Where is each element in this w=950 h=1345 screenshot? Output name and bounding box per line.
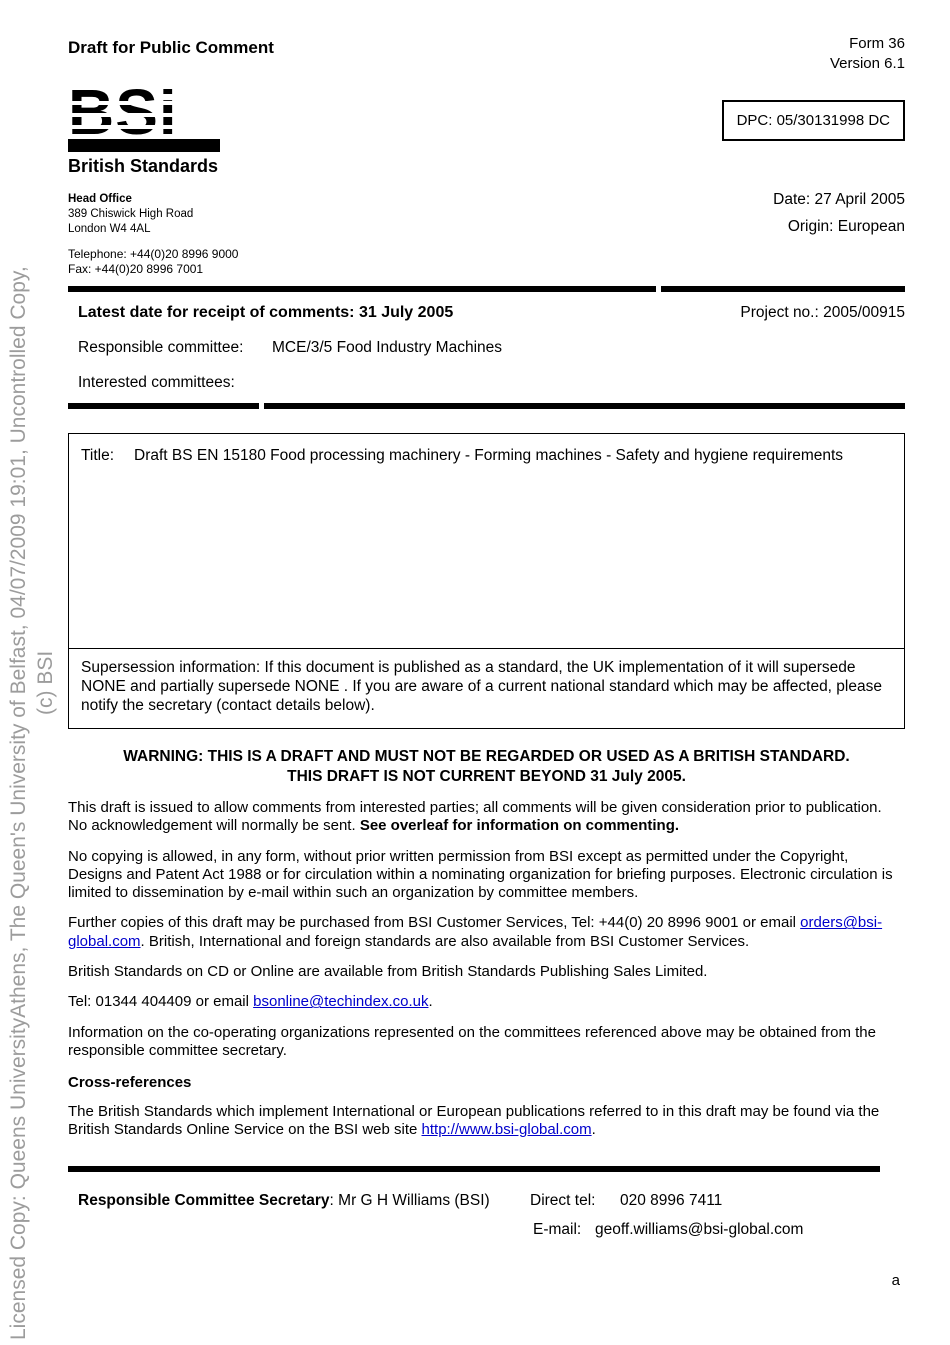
- page-title: Draft for Public Comment: [68, 38, 274, 57]
- paragraph-tel: [68, 993, 905, 1011]
- form-number: Form 36: [849, 35, 905, 52]
- paragraph-cross-references-text: The British Standards which implement International or European publications referred to in this draft may be found via the British Standards Online Service on the BSI web site: [68, 1103, 880, 1139]
- head-office-address1: 389 Chiswick High Road: [68, 207, 194, 220]
- orders-email-link[interactable]: orders@bsi-global.com: [68, 914, 883, 950]
- cross-references-heading: Cross-references: [68, 1074, 192, 1092]
- divider-rule: [68, 403, 905, 409]
- paragraph-purchase-text-after: . British, International and foreign standards are also available from BSI Customer Services.: [140, 932, 750, 950]
- responsible-committee-label: Responsible committee:: [78, 339, 244, 356]
- head-office-fax: Fax: +44(0)20 8996 7001: [68, 262, 204, 277]
- warning-notice: [68, 747, 905, 787]
- supersession-box: Supersession information: If this document is published as a standard, the UK implementation of it will supersede NONE and partially supersede NONE . If you are aware of a current national standard which may be affected, please notify the secretary (contact details below).: [68, 648, 905, 729]
- paragraph-cooperating-orgs: Information on the co-operating organizations represented on the committees referenced above may be obtained from the responsible committee secretary.: [68, 1023, 876, 1059]
- head-office-label: Head Office: [68, 193, 132, 205]
- document-page: [68, 34, 905, 1256]
- page-marker: a: [891, 1272, 900, 1289]
- paragraph-cross-references-text-after: .: [591, 1121, 596, 1139]
- meta-section: [68, 304, 905, 392]
- email-value: geoff.williams@bsi-global.com: [595, 1220, 804, 1238]
- bsi-logo-letters: [68, 89, 220, 137]
- paragraph-tel-text-after: .: [428, 993, 433, 1011]
- paragraph-purchase-text: Further copies of this draft may be purchased from BSI Customer Services, Tel: +44(0) 20 8996 9001 or email: [68, 914, 801, 932]
- logo-subtitle: British Standards: [68, 156, 219, 176]
- footer-email-row: [68, 1221, 905, 1243]
- secretary-value: : Mr G H Williams (BSI): [329, 1191, 490, 1209]
- latest-date-label: Latest date for receipt of comments: 31 July 2005: [78, 304, 454, 321]
- direct-tel-value: 020 8996 7411: [620, 1191, 723, 1209]
- dpc-number-box: DPC: 05/30131998 DC: [722, 100, 905, 141]
- document-origin: Origin: European: [787, 218, 905, 236]
- license-text: Licensed Copy: Queens UniversityAthens, The Queen's University of Belfast, 04/07/2009 19:01, Uncontrolled Copy,: [7, 266, 30, 1340]
- paragraph-purchase: [68, 914, 905, 951]
- paragraph-copyright: No copying is allowed, in any form, without prior written permission from BSI except as permitted under the Copyright, Designs and Patent Act 1988 or for circulation within a nominating organization for briefing purposes. Electronic circulation is limited to dissemination by e-mail within such an organization by committee members.: [68, 847, 893, 902]
- title-value: Draft BS EN 15180 Food processing machinery - Forming machines - Safety and hygiene requirements: [134, 447, 844, 464]
- comments-deadline-row: [78, 304, 905, 322]
- interested-committees-label: Interested committees:: [78, 374, 235, 391]
- bsonline-email-link[interactable]: bsonline@techindex.co.uk: [253, 993, 429, 1011]
- document-date: Date: 27 April 2005: [773, 191, 905, 208]
- logo-stripe: [68, 125, 220, 129]
- head-office-telephone: Telephone: +44(0)20 8996 9000: [68, 246, 239, 261]
- title-label: Title:: [81, 447, 115, 464]
- footer-secretary-row: [68, 1192, 905, 1214]
- license-copyright: (c) BSI: [33, 650, 57, 715]
- form-info: [830, 34, 905, 73]
- responsible-committee-row: [78, 339, 905, 357]
- title-box: [68, 433, 905, 649]
- logo-stripe: [68, 101, 220, 105]
- bsi-logo: [68, 89, 220, 177]
- head-office-address2: London W4 4AL: [68, 222, 151, 235]
- paragraph-tel-text: Tel: 01344 404409 or email: [68, 993, 254, 1011]
- header: [68, 34, 905, 73]
- divider-rule: [68, 1166, 880, 1172]
- paragraph-cd-online: British Standards on CD or Online are available from British Standards Publishing Sales Limited.: [68, 962, 708, 980]
- bsi-website-link[interactable]: http://www.bsi-global.com: [421, 1121, 592, 1139]
- date-origin-block: [773, 186, 905, 240]
- footer: [68, 1192, 905, 1256]
- paragraph-comments: [68, 799, 905, 836]
- direct-tel-label: Direct tel:: [530, 1191, 596, 1209]
- divider-rule: [68, 286, 905, 292]
- interested-committees-row: [78, 374, 905, 392]
- secretary-name: [78, 1192, 490, 1210]
- head-office-contact: [68, 247, 905, 278]
- paragraph-comments-bold: See overleaf for information on commenting.: [359, 817, 680, 835]
- logo-stripe: [68, 113, 220, 117]
- form-version: Version 6.1: [829, 54, 905, 72]
- responsible-committee-value: MCE/3/5 Food Industry Machines: [272, 339, 503, 356]
- project-number: Project no.: 2005/00915: [740, 304, 905, 321]
- paragraph-comments-text: This draft is issued to allow comments from interested parties; all comments will be given consideration prior to publication. No acknowledgement will normally be sent.: [68, 798, 882, 835]
- email-label: E-mail:: [533, 1220, 582, 1238]
- warning-line1: WARNING: THIS IS A DRAFT AND MUST NOT BE REGARDED OR USED AS A BRITISH STANDARD.: [123, 747, 850, 765]
- license-watermark: [6, 0, 68, 1340]
- secretary-label: Responsible Committee Secretary: [78, 1191, 330, 1209]
- logo-underline-bar: [68, 139, 220, 152]
- paragraph-cross-references: [68, 1103, 905, 1140]
- warning-line2: THIS DRAFT IS NOT CURRENT BEYOND 31 July 2005.: [287, 767, 686, 785]
